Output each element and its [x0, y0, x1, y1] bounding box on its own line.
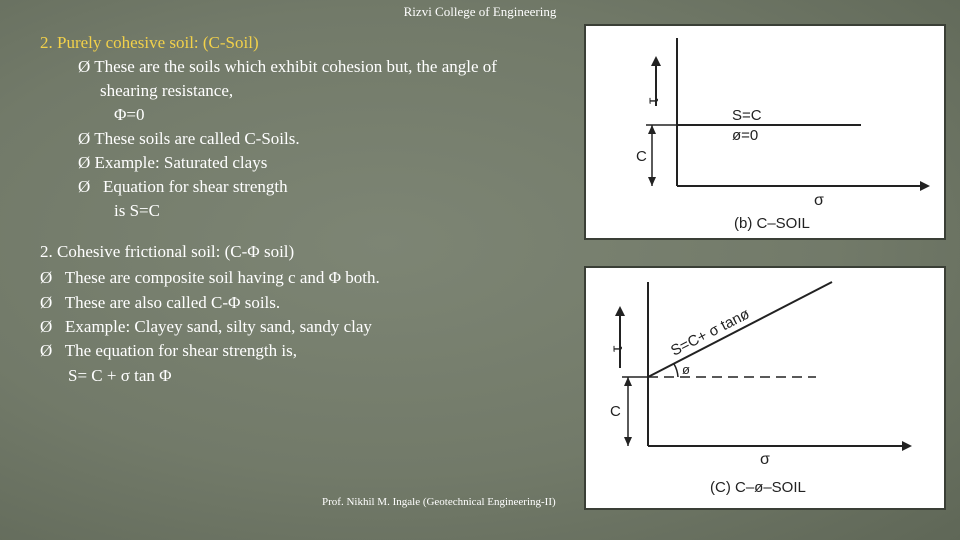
- section2-text-1: These are composite soil having c and Φ both.: [64, 268, 380, 287]
- section2-text-2: These are also called C-Φ soils.: [64, 293, 281, 312]
- section2-equation: S= C + σ tan Φ: [68, 366, 172, 385]
- figure-c-phi-soil: [584, 266, 946, 510]
- section2-title: 2. Cohesive frictional soil: (C-Φ soil): [40, 242, 295, 261]
- section1-text-6: Equation for shear strength: [103, 177, 288, 196]
- s-c-sigma-tan-phi-label: S=C+ σ tanø: [668, 305, 753, 360]
- section2-text-4: The equation for shear strength is,: [64, 341, 297, 360]
- bullet-icon: Ø: [78, 129, 91, 148]
- bullet-icon: Ø: [40, 293, 53, 312]
- bullet-icon: Ø: [40, 268, 53, 287]
- s-equals-c-label: S=C: [732, 107, 762, 124]
- bullet-icon: Ø: [78, 57, 91, 76]
- section1-bullet-4: [78, 177, 288, 197]
- c-dimension-label: C: [610, 403, 621, 420]
- section2-bullet-4: [40, 341, 297, 361]
- section1-text-4: These soils are called C-Soils.: [94, 129, 300, 148]
- phi-zero-label: ø=0: [732, 127, 759, 144]
- section1-bullet-2: [78, 129, 300, 149]
- bullet-icon: Ø: [78, 153, 91, 172]
- tau-label: τ: [645, 97, 662, 104]
- section2-bullet-2: [40, 293, 280, 313]
- section1-phi-zero: Φ=0: [114, 105, 145, 124]
- section1-title: 2. Purely cohesive soil: (C-Soil): [40, 33, 259, 52]
- sigma-label: σ: [814, 192, 824, 209]
- header-college: Rizvi College of Engineering: [403, 4, 557, 19]
- footer-author: Prof. Nikhil M. Ingale (Geotechnical Engineering-II): [322, 496, 556, 508]
- figure-c-soil: [584, 24, 946, 240]
- bullet-icon: Ø: [78, 177, 91, 196]
- sigma-label: σ: [760, 451, 770, 468]
- section1-bullet-1: [78, 57, 497, 77]
- section2-bullet-3: [40, 317, 372, 337]
- bullet-icon: Ø: [40, 341, 53, 360]
- section1-text-7: is S=C: [114, 201, 160, 220]
- tau-label: τ: [609, 345, 626, 352]
- section1-bullet-3: [78, 153, 267, 173]
- c-soil-diagram: [586, 26, 944, 238]
- section2-bullet-1: [40, 268, 380, 288]
- c-phi-soil-diagram: [586, 268, 944, 508]
- section1-text-1: These are the soils which exhibit cohesion but, the angle of: [94, 57, 497, 76]
- section2-text-3: Example: Clayey sand, silty sand, sandy clay: [65, 317, 372, 336]
- figure-c-caption: (C) C–ø–SOIL: [710, 479, 806, 496]
- c-dimension-label: C: [636, 148, 647, 165]
- section1-text-2: shearing resistance,: [100, 81, 234, 100]
- section1-text-5: Example: Saturated clays: [94, 153, 268, 172]
- phi-angle-label: ø: [682, 362, 690, 377]
- figure-b-caption: (b) C–SOIL: [734, 215, 810, 232]
- bullet-icon: Ø: [40, 317, 53, 336]
